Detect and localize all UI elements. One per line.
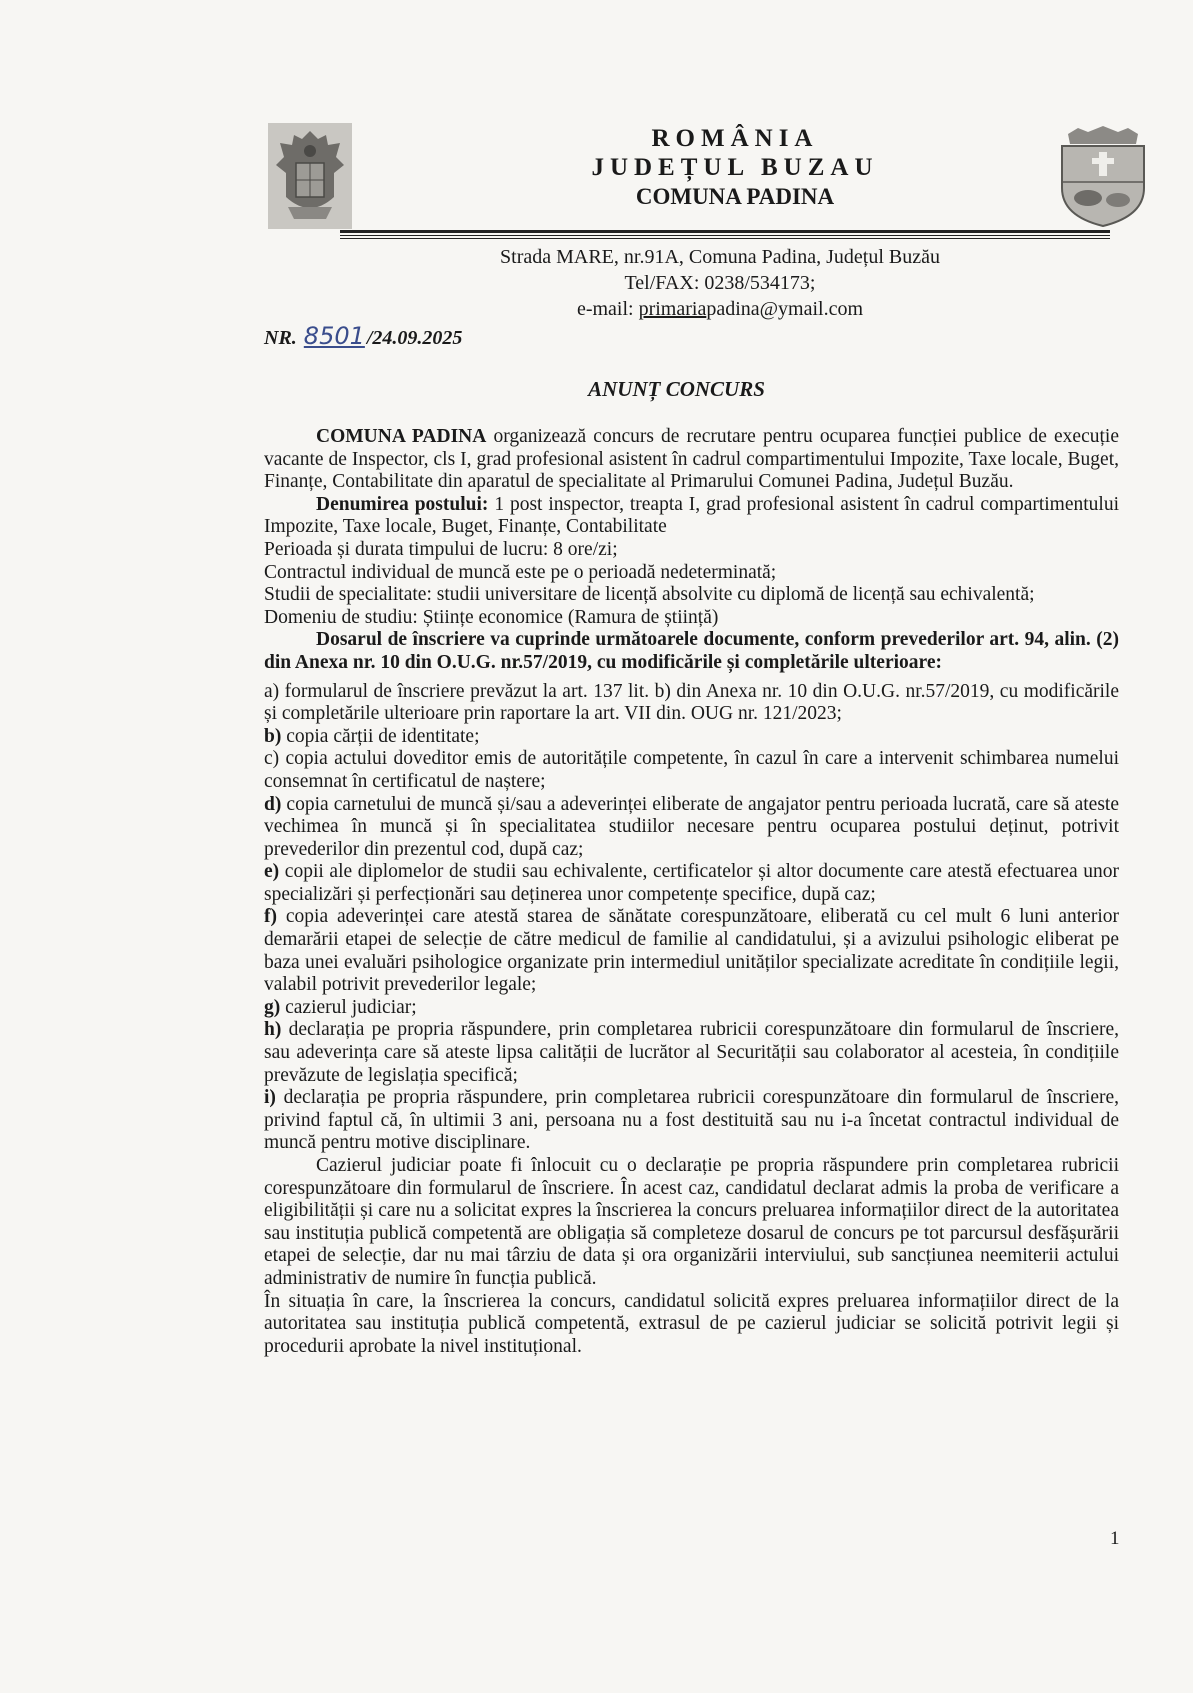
phone-fax: Tel/FAX: 0238/534173; [624,272,816,294]
letterhead [535,124,935,211]
post-line-contract: Contractul individual de muncă este pe o perioadă nedeterminată; [264,561,777,583]
registration-prefix: NR. [264,327,297,349]
dosar-item-a [264,681,1119,726]
dosar-item-g [264,997,1119,1020]
dosar-item-b [264,726,1119,749]
post-line-domain: Domeniu de studiu: Științe economice (Ramura de știință) [264,606,719,628]
item-text: declarația pe propria răspundere, prin completarea rubricii corespunzătoare din formularul de înscriere, sau adeverința care să ateste lipsa calității de lucrător al Securității sau colaborator al acesteia, în condițiile prevăzute de legislația specifică; [264,1019,1119,1086]
dosar-heading: Dosarul de înscriere va cuprinde următoarele documente, conform prevederilor art. 94, alin. (2) din Anexa nr. 10 din O.U.G. nr.57/2019, cu modificările și completările ulterioare: [264,629,1119,673]
item-letter: c) [264,748,280,770]
email-line [440,296,1000,322]
post-label: Denumirea postului: [316,493,489,515]
commune-name: COMUNA PADINA [635,184,835,209]
dosar-item-i [264,1087,1119,1155]
county-name: JUDEȚUL BUZAU [591,154,879,181]
document-body [264,426,1119,1358]
item-letter: h) [264,1019,282,1041]
item-letter: e) [264,861,280,883]
romania-coat-of-arms-icon [268,123,352,229]
contact-block [440,244,1000,322]
document-title: ANUNȚ CONCURS [588,377,765,401]
registration-handwritten-number: 8501 [303,322,365,350]
registration-date: /24.09.2025 [366,327,463,349]
padina-commune-crest-icon [1048,124,1158,228]
item-text: copii ale diplomelor de studii sau echivalente, certificatelor și altor documente care atestă efectuarea unor specializări și perfecționări sau deținerea unor competențe specifice, după caz; [264,861,1119,905]
dosar-item-e [264,861,1119,906]
intro-paragraph [264,426,1119,494]
item-letter: b) [264,725,282,747]
item-letter: f) [264,906,277,928]
email-label: e-mail: [576,298,639,320]
dosar-item-f [264,906,1119,996]
intro-text: organizează concurs de recrutare pentru ocuparea funcției publice de execuție vacante de Inspector, cls I, grad profesional asistent în cadrul compartimentului Impozite, Taxe locale, Buget, Finanțe, Contabilitate din aparatul de specialitate al Primarului Comunei Padina, Județul Buzău. [264,426,1119,493]
item-letter: a) [264,680,280,702]
dosar-item-d [264,794,1119,862]
item-text: declarația pe propria răspundere, prin completarea rubricii corespunzătoare din formularul de înscriere, privind faptul că, în ultimii 3 ani, persoana nu a fost destituită sau nu i-a încetat contractul individual de muncă pentru motive disciplinare. [264,1087,1119,1154]
cazier-paragraph-2: În situația în care, la înscrierea la concurs, candidatul solicită expres preluarea informațiilor direct de la autoritatea sau instituția publică competentă, extrasul de pe cazierul judiciar se solicită potrivit legii și procedurii aprobate la nivel instituțional. [264,1290,1119,1357]
cazier-paragraph-1: Cazierul judiciar poate fi înlocuit cu o declarație pe propria răspundere prin completarea rubricii corespunzătoare din formularul de înscriere. În acest caz, candidatul declarat admis la proba de verificare a eligibilității și care nu a solicitat expres la înscrierea la concurs preluarea informațiilor direct de la autoritatea sau instituția publică competentă are obligația să completeze dosarul de concurs pe tot parcursul desfășurării etapei de selecție, dar nu mai târziu de data și ora organizării interviului, sub sancțiunea neemiterii actului administrativ de numire în funcția publică. [264,1155,1119,1289]
header-divider-thick [340,230,1110,233]
item-letter: g) [264,996,281,1018]
item-letter: i) [264,1087,276,1109]
intro-org: COMUNA PADINA [316,426,487,447]
dosar-item-h [264,1019,1119,1087]
item-text: formularul de înscriere prevăzut la art. 137 lit. b) din Anexa nr. 10 din O.U.G. nr.57/2019, cu modificările și completările ulterioare prin raportare la art. VII din. OUG nr. 121/2023; [264,680,1119,725]
registration-number [264,322,462,350]
post-line-studies: Studii de specialitate: studii universitare de licență absolvite cu diplomă de licență sau echivalentă; [264,584,1035,606]
header-divider-thin-2 [340,238,1110,239]
item-text: cazierul judiciar; [280,996,417,1018]
item-text: copia adeverinței care atestă starea de sănătate corespunzătoare, eliberată cu cel mult 6 luni anterior demarării etapei de selecție de către medicul de familie al candidatului, și a avizului psihologic eliberat pe baza unei evaluări psihologice organizate prin intermediul unităților specializate acreditate în condițiile legii, valabil potrivit prevederilor legale; [264,906,1119,996]
street-address: Strada MARE, nr.91A, Comuna Padina, Județul Buzău [500,246,940,268]
post-text: 1 post inspector, treapta I, grad profesional asistent în cadrul compartimentului Impozite, Taxe locale, Buget, Finanțe, Contabilitate [264,493,1119,538]
header-divider-thin [340,235,1110,236]
item-letter: d) [264,793,282,815]
country-name: ROMÂNIA [651,125,819,152]
item-text: copia carnetului de muncă și/sau a adeverinței eliberate de angajator pentru perioada lucrată, care să ateste vechimea în muncă și în specialitatea studiilor necesare pentru ocuparea postului deținut, potrivit prevederilor din prezentul cod, după caz; [264,793,1119,860]
item-text: copia actului doveditor emis de autoritățile competente, în cazul în care a intervenit schimbarea numelui consemnat în certificatul de naștere; [264,748,1119,792]
post-line-hours: Perioada și durata timpului de lucru: 8 ore/zi; [264,538,618,560]
dosar-item-c [264,748,1119,793]
email-domain: padina@ymail.com [706,298,864,320]
post-paragraph [264,494,1119,539]
page-number: 1 [1110,1528,1120,1549]
item-text: copia cărții de identitate; [281,725,480,747]
email-link[interactable]: primaria [638,298,707,320]
